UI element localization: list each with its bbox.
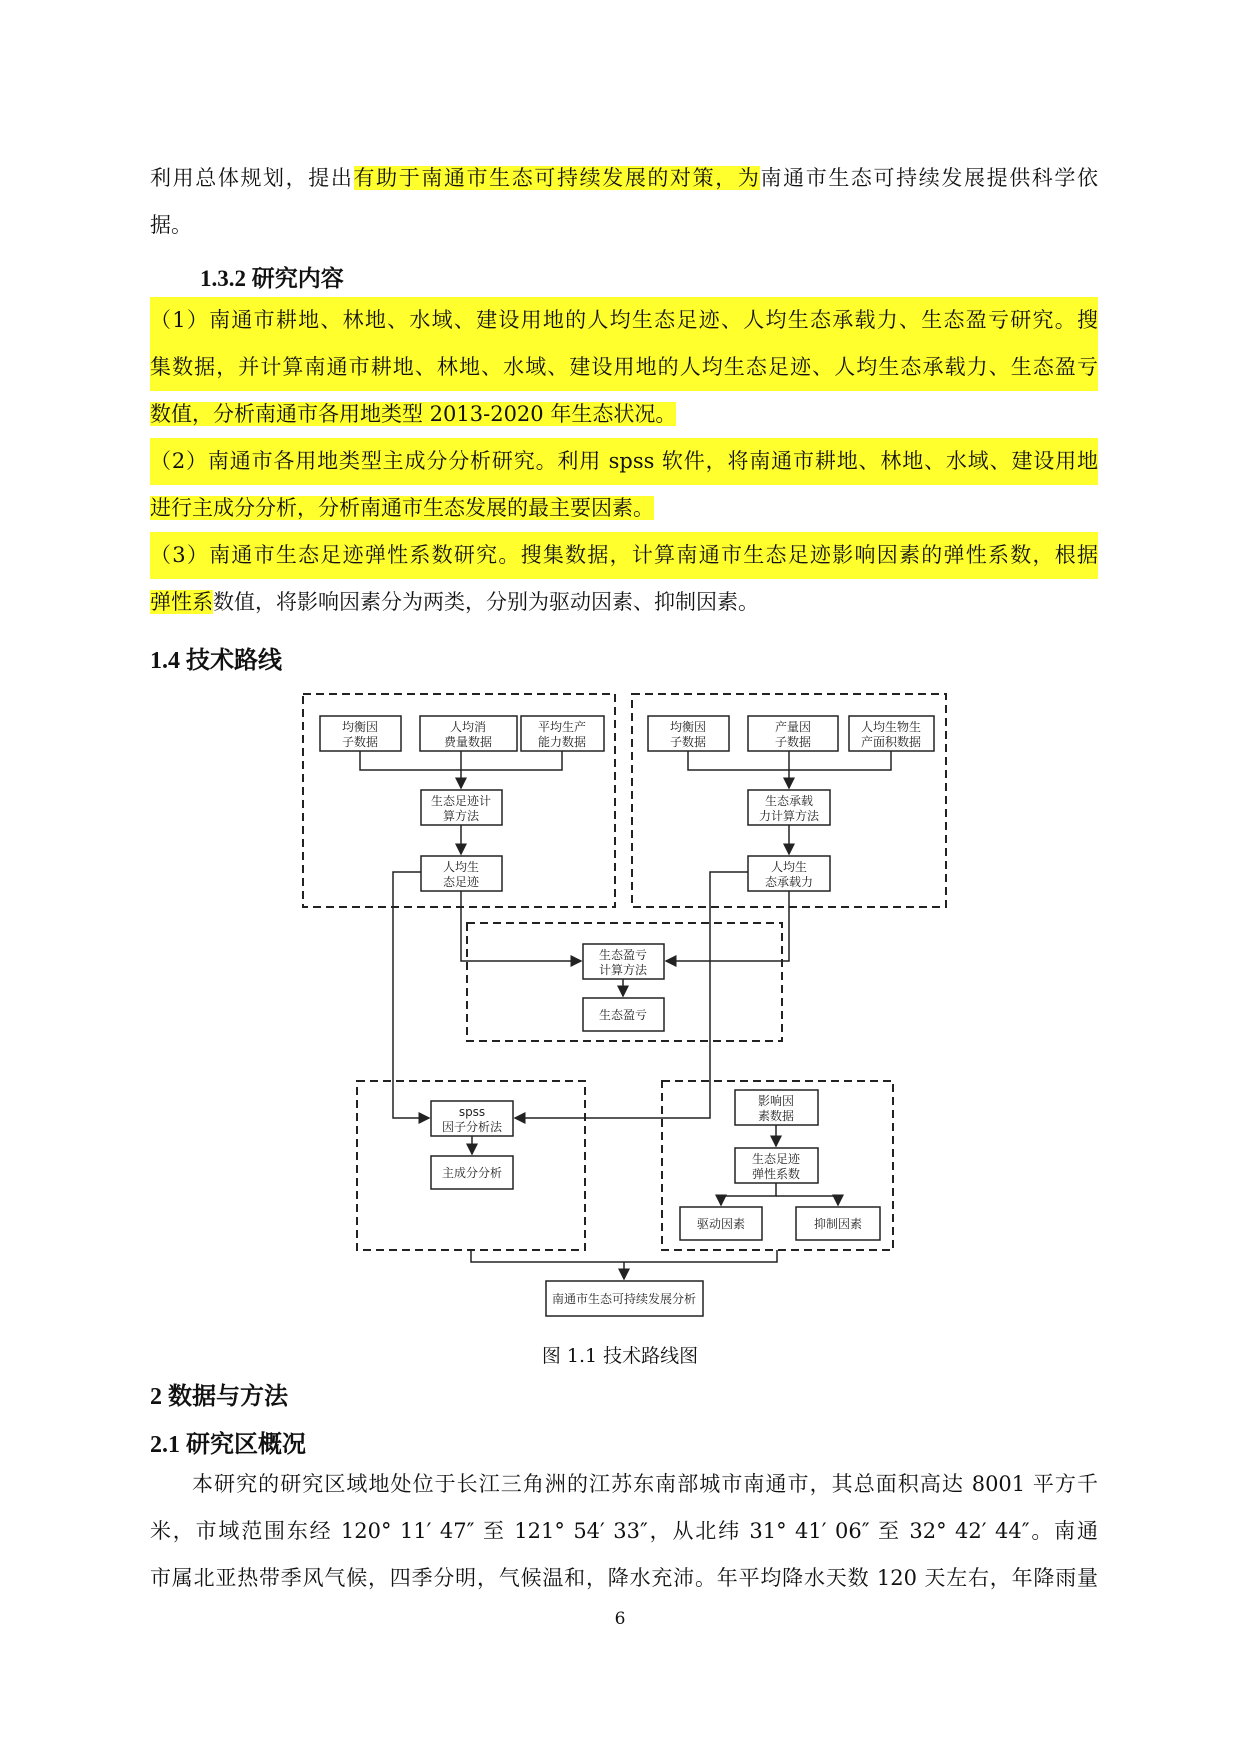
label-pc-bc: 人均生 <box>770 860 808 874</box>
label-inhibiting: 抑制因素 <box>813 1217 863 1231</box>
label-bc-method: 生态承载 <box>764 794 814 808</box>
study-area-paragraph <box>150 1461 1098 1602</box>
label-elasticity: 生态足迹 <box>751 1152 801 1166</box>
diagram-label: 弹性系数 <box>751 1167 801 1181</box>
diagram-label: 子数据 <box>669 735 707 749</box>
label-consumption: 人均消 <box>449 720 487 734</box>
label-equiv-factor-2: 均衡因 <box>669 720 707 734</box>
label-spss: spss <box>458 1105 486 1119</box>
label-final: 南通市生态可持续发展分析 <box>551 1292 697 1306</box>
label-equiv-factor: 均衡因 <box>341 720 379 734</box>
label-driving: 驱动因素 <box>696 1217 746 1231</box>
body-line-1: 本研究的研究区域地处位于长江三角洲的江苏东南部城市南通市，其总面积高达 8001 平方千 <box>192 1472 1098 1496</box>
label-balance-method: 生态盈亏 <box>598 948 648 962</box>
label-balance: 生态盈亏 <box>598 1008 648 1022</box>
diagram-label: 子数据 <box>341 735 379 749</box>
item-2-line-1: （2）南通市各用地类型主成分分析研究。利用 spss 软件，将南通市耕地、林地、水域、建设用地 <box>150 438 1098 485</box>
item-1-line-1: （1）南通市耕地、林地、水域、建设用地的人均生态足迹、人均生态承载力、生态盈亏研究。搜 <box>150 297 1098 344</box>
item-3-line-1: （3）南通市生态足迹弹性系数研究。搜集数据，计算南通市生态足迹影响因素的弹性系数，根据 <box>150 532 1098 579</box>
section-heading-2: 2 数据与方法 <box>150 1384 288 1410</box>
diagram-label: 态足迹 <box>442 875 480 889</box>
diagram-label: 素数据 <box>757 1109 795 1123</box>
diagram-label: 计算方法 <box>598 963 648 977</box>
section-heading-2-1: 2.1 研究区概况 <box>150 1432 306 1458</box>
intro-line-1: 利用总体规划，提出有助于南通市生态可持续发展的对策，为南通市生态可持续发展提供科学依 <box>150 166 1099 190</box>
diagram-label: 因子分析法 <box>441 1120 503 1134</box>
diagram-label: 能力数据 <box>537 735 587 749</box>
figure-caption: 图 1.1 技术路线图 <box>541 1345 699 1367</box>
label-influence: 影响因 <box>757 1094 795 1108</box>
label-pc-ef: 人均生 <box>442 860 480 874</box>
diagram-label: 子数据 <box>774 735 812 749</box>
label-bio-area: 人均生物生 <box>860 720 922 734</box>
item-2-line-2: 进行主成分分析，分析南通市生态发展的最主要因素。 <box>150 496 654 520</box>
item-3-line-2: 弹性系数值，将影响因素分为两类，分别为驱动因素、抑制因素。 <box>150 590 759 614</box>
body-line-2: 米，市域范围东经 120° 11′ 47″ 至 121° 54′ 33″，从北纬 31° 41′ 06″ 至 32° 42′ 44″。南通 <box>150 1519 1098 1543</box>
body-line-3: 市属北亚热带季风气候，四季分明，气候温和，降水充沛。年平均降水天数 120 天左右，年降雨量 <box>150 1566 1098 1590</box>
section-heading-1-3-2: 1.3.2 研究内容 <box>200 266 344 291</box>
label-yield-factor: 产量因 <box>774 720 812 734</box>
diagram-label: 算方法 <box>442 809 480 823</box>
item-1-line-2: 集数据，并计算南通市耕地、林地、水域、建设用地的人均生态足迹、人均生态承载力、生态盈亏 <box>150 344 1098 391</box>
page-number: 6 <box>614 1609 626 1629</box>
diagram-label: 态承载力 <box>764 875 814 889</box>
label-pca: 主成分分析 <box>441 1166 503 1180</box>
diagram-label: 产面积数据 <box>860 735 922 749</box>
section-heading-1-4: 1.4 技术路线 <box>150 648 282 674</box>
highlight: 有助于南通市生态可持续发展的对策，为 <box>353 166 761 190</box>
diagram-label: 费量数据 <box>443 735 493 749</box>
label-productivity: 平均生产 <box>537 720 587 734</box>
item-1-line-3: 数值，分析南通市各用地类型 2013-2020 年生态状况。 <box>150 402 677 426</box>
label-ef-method: 生态足迹计 <box>430 794 492 808</box>
intro-line-2: 据。 <box>150 213 192 237</box>
diagram-label: 力计算方法 <box>758 809 820 823</box>
